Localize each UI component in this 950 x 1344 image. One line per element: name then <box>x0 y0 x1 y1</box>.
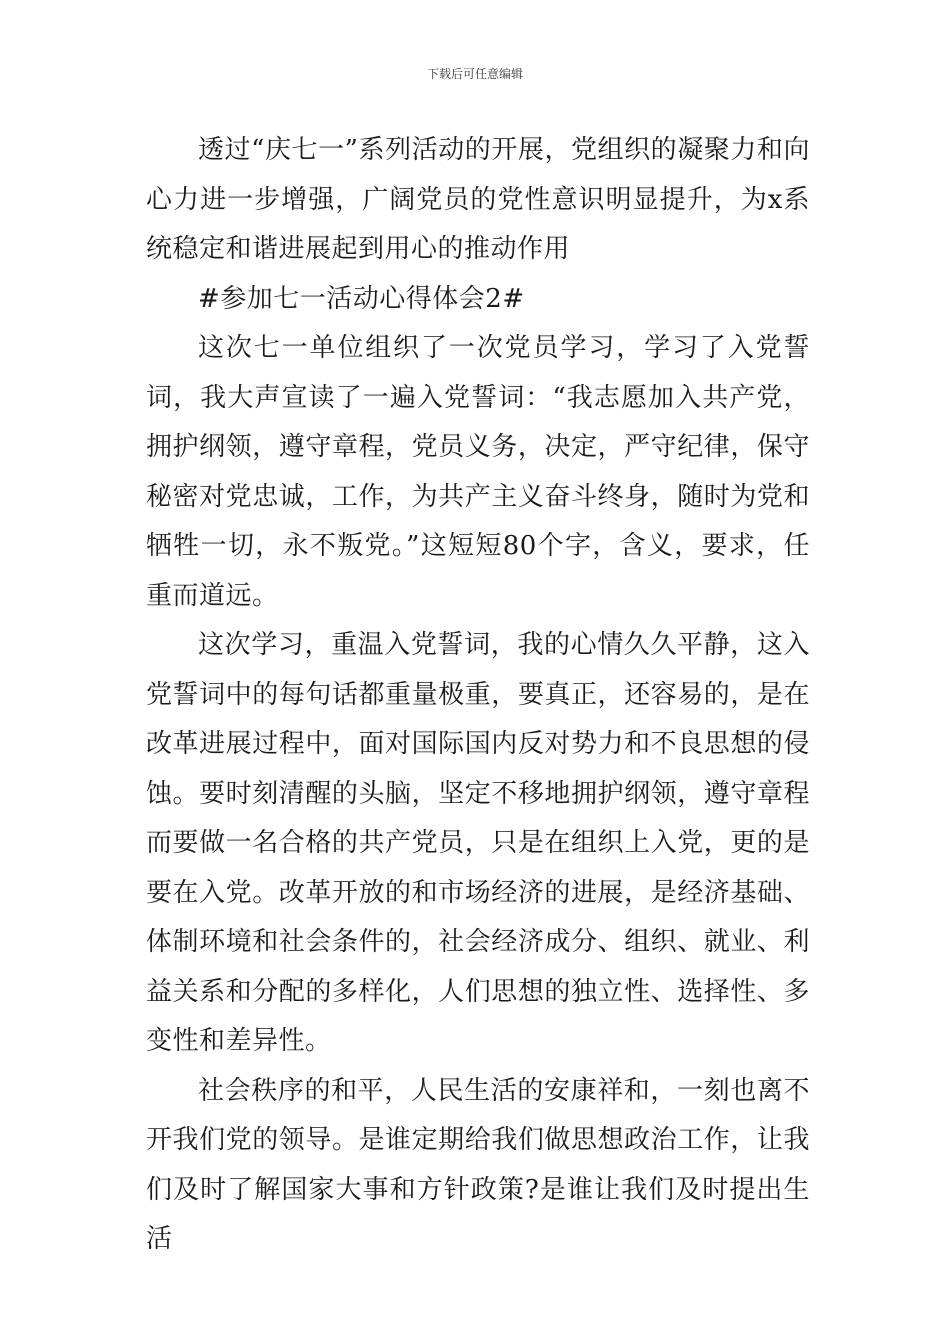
section-heading: #参加七一活动心得体会2# <box>198 283 525 314</box>
document-body <box>146 126 810 1265</box>
paragraph-oath-study: 这次七一单位组织了一次党员学习，学习了入党誓词，我大声宣读了一遍入党誓词：“我志愿加入共产党，拥护纲领，遵守章程，党员义务，决定，严守纪律，保守秘密对党忠诚，工作，为共产主义奋斗终身，随时为党和牺牲一切，永不叛党。”这短短80个字，含义，要求，任重而道远。 <box>146 333 810 611</box>
paragraph-party-leadership: 社会秩序的和平，人民生活的安康祥和，一刻也离不开我们党的领导。是谁定期给我们做思想政治工作，让我们及时了解国家大事和方针政策?是谁让我们及时提出生活 <box>146 1075 810 1254</box>
paragraph-reflection: 这次学习，重温入党誓词，我的心情久久平静，这入党誓词中的每句话都重量极重，要真正，还容易的，是在改革进展过程中，面对国际国内反对势力和不良思想的侵蚀。要时刻清醒的头脑，坚定不移地拥护纲领，遵守章程而要做一名合格的共产党员，只是在组织上入党，更的是要在入党。改革开放的和市场经济的进展，是经济基础、体制环境和社会条件的，社会经济成分、组织、就业、利益关系和分配的多样化，人们思想的独立性、选择性、多变性和差异性。 <box>146 630 810 1056</box>
header-note: 下载后可任意编辑 <box>426 67 523 81</box>
paragraph-activity-summary: 透过“庆七一”系列活动的开展，党组织的凝聚力和向心力进一步增强，广阔党员的党性意识明显提升，为x系统稳定和谐进展起到用心的推动作用 <box>146 135 810 264</box>
